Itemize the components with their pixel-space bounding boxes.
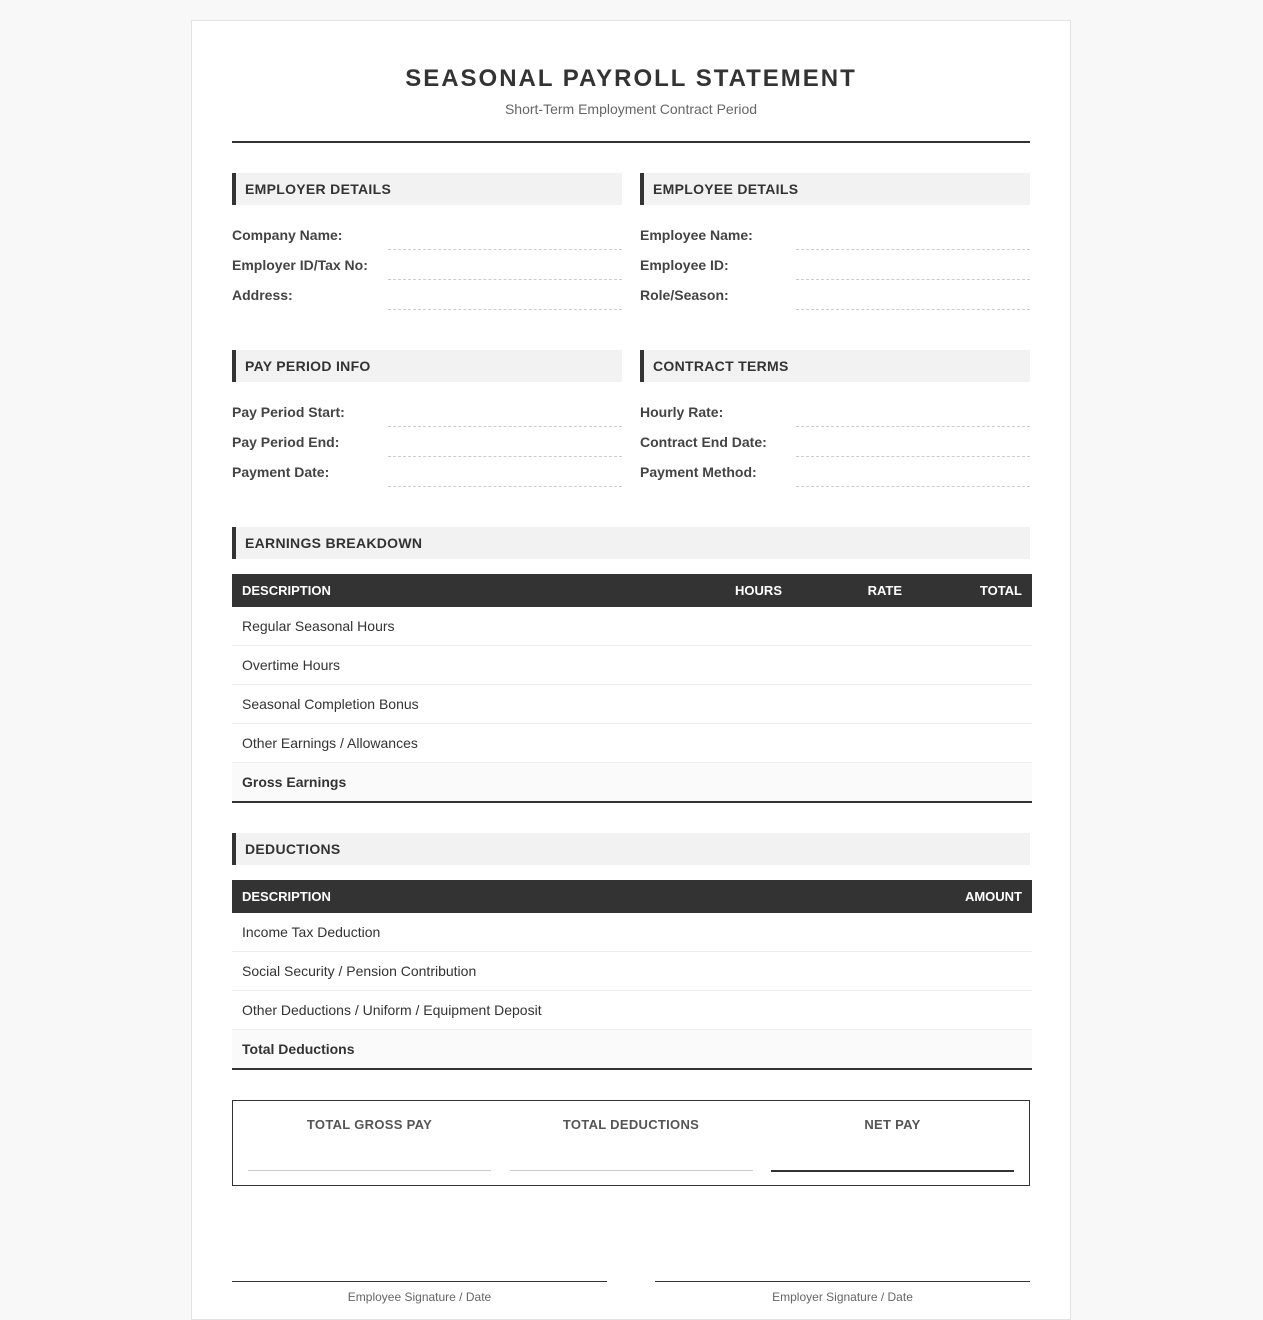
- pay-period-section: [232, 350, 622, 487]
- employee-id-input[interactable]: [796, 250, 1030, 280]
- field-label: Contract End Date:: [640, 434, 767, 450]
- field-label: Pay Period End:: [232, 434, 340, 450]
- pay-period-fields: [232, 397, 622, 487]
- employee-signature-line[interactable]: Employee Signature / Date: [232, 1281, 607, 1304]
- total-cell[interactable]: [912, 685, 1032, 724]
- total-deductions-value[interactable]: [892, 1030, 1032, 1070]
- rate-cell[interactable]: [792, 724, 912, 763]
- field-label: Role/Season:: [640, 287, 729, 303]
- total-cell[interactable]: [912, 724, 1032, 763]
- total-deductions-block: [510, 1101, 753, 1185]
- payment-method-field: [640, 457, 1030, 487]
- pay-period-end-field: [232, 427, 622, 457]
- payment-date-input[interactable]: [388, 457, 622, 487]
- employee-fields: [640, 220, 1030, 310]
- total-deductions-summary-label: TOTAL DEDUCTIONS: [562, 1117, 700, 1132]
- gross-earnings-row: [232, 763, 1032, 803]
- hours-cell[interactable]: [692, 646, 792, 685]
- pay-period-start-input[interactable]: [388, 397, 622, 427]
- row-description: Social Security / Pension Contribution: [232, 952, 892, 991]
- field-label: Payment Date:: [232, 464, 330, 480]
- gross-earnings-value[interactable]: [912, 763, 1032, 803]
- hours-cell[interactable]: [692, 724, 792, 763]
- amount-cell[interactable]: [892, 952, 1032, 991]
- company-name-field: [232, 220, 622, 250]
- total-gross-pay-input[interactable]: [248, 1170, 491, 1171]
- row-description: Income Tax Deduction: [232, 913, 892, 952]
- column-header: DESCRIPTION: [232, 574, 692, 607]
- earnings-section: [232, 527, 1030, 803]
- deductions-section: [232, 833, 1030, 1070]
- pay-period-start-field: [232, 397, 622, 427]
- total-deductions-input[interactable]: [510, 1170, 753, 1171]
- payment-date-field: [232, 457, 622, 487]
- row-description: Seasonal Completion Bonus: [232, 685, 692, 724]
- employer-signature-line[interactable]: Employer Signature / Date: [655, 1281, 1030, 1304]
- employer-id-field: [232, 250, 622, 280]
- table-row: [232, 724, 1032, 763]
- payroll-statement-sheet: [191, 20, 1071, 1320]
- table-header-row: [232, 880, 1032, 913]
- employee-id-field: [640, 250, 1030, 280]
- page-title: SEASONAL PAYROLL STATEMENT: [405, 65, 857, 92]
- employee-details-section: [640, 173, 1030, 310]
- employee-name-field: [640, 220, 1030, 250]
- rate-cell[interactable]: [792, 646, 912, 685]
- company-name-input[interactable]: [388, 220, 622, 250]
- field-label: Hourly Rate:: [640, 404, 724, 420]
- column-header: HOURS: [692, 574, 792, 607]
- pay-summary-box: [232, 1100, 1030, 1186]
- field-label: Company Name:: [232, 227, 343, 243]
- details-row-1: [232, 173, 1030, 310]
- net-pay-block: [771, 1101, 1014, 1185]
- page-subtitle: Short-Term Employment Contract Period: [504, 101, 758, 117]
- employer-details-section: [232, 173, 622, 310]
- contract-end-date-input[interactable]: [796, 427, 1030, 457]
- address-input[interactable]: [388, 280, 622, 310]
- employer-details-heading: EMPLOYER DETAILS: [232, 173, 622, 205]
- signature-area: [232, 1281, 1030, 1304]
- field-label: Payment Method:: [640, 464, 757, 480]
- row-description: Regular Seasonal Hours: [232, 607, 692, 646]
- field-label: Employee Name:: [640, 227, 753, 243]
- row-description: Other Deductions / Uniform / Equipment Deposit: [232, 991, 892, 1030]
- field-label: Employee ID:: [640, 257, 729, 273]
- field-label: Pay Period Start:: [232, 404, 345, 420]
- statement-header: [232, 21, 1030, 143]
- earnings-heading: EARNINGS BREAKDOWN: [232, 527, 1030, 559]
- hourly-rate-input[interactable]: [796, 397, 1030, 427]
- employer-fields: [232, 220, 622, 310]
- column-header: AMOUNT: [892, 880, 1032, 913]
- column-header: DESCRIPTION: [232, 880, 892, 913]
- row-description: Other Earnings / Allowances: [232, 724, 692, 763]
- field-label: Address:: [232, 287, 293, 303]
- hours-cell[interactable]: [692, 685, 792, 724]
- address-field: [232, 280, 622, 310]
- contract-fields: [640, 397, 1030, 487]
- table-row: [232, 952, 1032, 991]
- total-deductions-row: [232, 1030, 1032, 1070]
- total-deductions-label: Total Deductions: [232, 1030, 892, 1070]
- field-label: Employer ID/Tax No:: [232, 257, 368, 273]
- contract-terms-section: [640, 350, 1030, 487]
- rate-cell[interactable]: [792, 685, 912, 724]
- empty-cell: [792, 763, 912, 803]
- contract-terms-heading: CONTRACT TERMS: [640, 350, 1030, 382]
- net-pay-input[interactable]: [771, 1170, 1014, 1172]
- amount-cell[interactable]: [892, 991, 1032, 1030]
- details-row-2: [232, 350, 1030, 487]
- contract-end-date-field: [640, 427, 1030, 457]
- earnings-table: [232, 574, 1032, 803]
- table-row: [232, 913, 1032, 952]
- table-row: [232, 991, 1032, 1030]
- column-header: TOTAL: [912, 574, 1032, 607]
- deductions-table: [232, 880, 1032, 1070]
- table-header-row: [232, 574, 1032, 607]
- net-pay-label: NET PAY: [864, 1117, 921, 1132]
- deductions-heading: DEDUCTIONS: [232, 833, 1030, 865]
- gross-earnings-label: Gross Earnings: [232, 763, 692, 803]
- employee-name-input[interactable]: [796, 220, 1030, 250]
- hours-cell[interactable]: [692, 607, 792, 646]
- row-description: Overtime Hours: [232, 646, 692, 685]
- empty-cell: [692, 763, 792, 803]
- amount-cell[interactable]: [892, 913, 1032, 952]
- total-gross-pay-label: TOTAL GROSS PAY: [306, 1117, 433, 1132]
- hourly-rate-field: [640, 397, 1030, 427]
- total-cell[interactable]: [912, 646, 1032, 685]
- role-season-input[interactable]: [796, 280, 1030, 310]
- role-season-field: [640, 280, 1030, 310]
- total-cell[interactable]: [912, 607, 1032, 646]
- table-row: [232, 646, 1032, 685]
- employer-id-input[interactable]: [388, 250, 622, 280]
- pay-period-heading: PAY PERIOD INFO: [232, 350, 622, 382]
- table-row: [232, 685, 1032, 724]
- total-gross-pay-block: [248, 1101, 491, 1185]
- rate-cell[interactable]: [792, 607, 912, 646]
- table-row: [232, 607, 1032, 646]
- pay-period-end-input[interactable]: [388, 427, 622, 457]
- column-header: RATE: [792, 574, 912, 607]
- employee-details-heading: EMPLOYEE DETAILS: [640, 173, 1030, 205]
- payment-method-input[interactable]: [796, 457, 1030, 487]
